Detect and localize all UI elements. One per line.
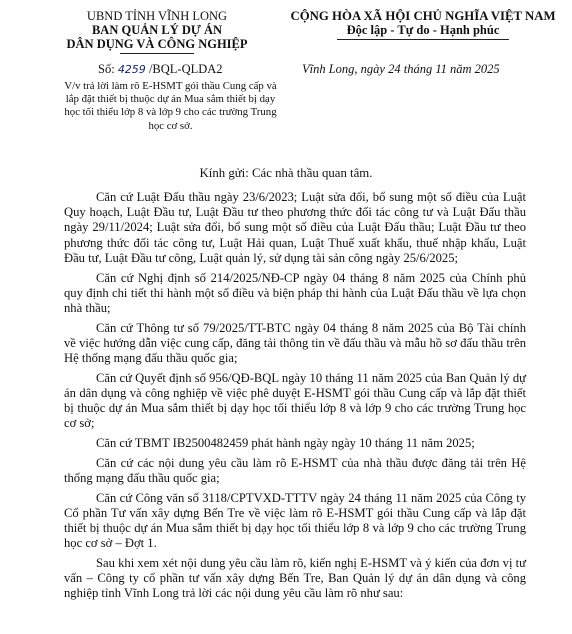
agency-name-line1: BAN QUẢN LÝ DỰ ÁN	[91, 23, 223, 37]
body-paragraph: Căn cứ các nội dung yêu cầu làm rõ E-HSMT của nhà thầu được đăng tải trên Hệ thống mạng đấu thầu quốc gia;	[64, 455, 526, 485]
national-header	[278, 9, 568, 40]
body-paragraph: Căn cứ Công văn số 3118/CPTVXD-TTTV ngày 24 tháng 11 năm 2025 của Công ty Cổ phần Tư vấn xây dựng Bến Tre về việc làm rõ E-HSMT gói thầu Cung cấp và lắp đặt thiết bị thuộc dự án Mua sắm thiết bị dạy học tối thiểu lớp 8 và lớp 9 cho các trường Trung học cơ sở – Đợt 1.	[64, 490, 526, 551]
agency-name-line2: DÂN DỤNG VÀ CÔNG NGHIỆP	[66, 37, 248, 51]
document-number	[98, 62, 223, 77]
agency-underline	[120, 53, 194, 54]
issuing-agency-header	[42, 9, 272, 54]
letter-body	[64, 190, 526, 606]
body-paragraph: Căn cứ Luật Đấu thầu ngày 23/6/2023; Luật sửa đổi, bổ sung một số điều của Luật Quy hoạch, Luật Đầu tư, Luật Đầu tư theo phương thức đối tác công tư và Luật Đấu thầu ngày 29/11/2024; Luật sửa đổi, bổ sung một số điều của Luật Đấu thầu; Luật Đầu tư theo phương thức đối tác công tư, Luật Hải quan, Luật Thuế xuất khẩu, thuế nhập khẩu, Luật Đầu tư, Luật Đầu tư công, Luật quản lý, sử dụng tài sản công ngày 25/6/2025;	[64, 190, 526, 265]
doc-number-suffix: /BQL-QLDA2	[145, 62, 223, 76]
body-paragraph: Căn cứ TBMT IB2500482459 phát hành ngày ngày 10 tháng 11 năm 2025;	[96, 436, 475, 451]
agency-parent: UBND TỈNH VĨNH LONG	[86, 9, 228, 23]
national-motto: Độc lập - Tự do - Hạnh phúc	[346, 23, 500, 37]
doc-number-handwritten: 4259	[117, 63, 146, 76]
body-paragraph: Căn cứ Quyết định số 956/QĐ-BQL ngày 10 tháng 11 năm 2025 của Ban Quản lý dự án dân dụng và công nghiệp về việc phê duyệt E-HSMT gói thầu Cung cấp và lắp đặt thiết bị thuộc dự án Mua sắm thiết bị dạy học tối thiểu lớp 8 và lớp 9 cho các trường Trung học cơ sở;	[64, 370, 526, 431]
subject-line: V/v trả lời làm rõ E-HSMT gói thầu Cung cấp và lắp đặt thiết bị thuộc dự án Mua sắm thiết bị dạy học tối thiểu lớp 8 và lớp 9 cho các trường Trung học cơ sở.	[64, 80, 277, 132]
salutation: Kính gửi: Các nhà thầu quan tâm.	[199, 166, 373, 180]
body-paragraph: Căn cứ Thông tư số 79/2025/TT-BTC ngày 04 tháng 8 năm 2025 của Bộ Tài chính về việc hướng dẫn việc cung cấp, đăng tải thông tin về đấu thầu và mẫu hồ sơ đấu thầu trên Hệ thống mạng đấu thầu quốc gia;	[64, 320, 526, 366]
motto-underline	[337, 39, 509, 40]
body-paragraph: Sau khi xem xét nội dung yêu cầu làm rõ, kiến nghị E-HSMT và ý kiến của đơn vị tư vấn – Công ty cổ phần tư vấn xây dựng Bến Tre, Ban Quản lý dự án dân dụng và công nghiệp tỉnh Vĩnh Long trả lời các nội dung yêu cầu làm rõ như sau:	[64, 555, 526, 601]
body-paragraph: Căn cứ Nghị định số 214/2025/NĐ-CP ngày 04 tháng 8 năm 2025 của Chính phủ quy định chi tiết thi hành một số điều và biện pháp thi hành của Luật Đấu thầu về lựa chọn nhà thầu;	[64, 270, 526, 315]
place-date-line: Vĩnh Long, ngày 24 tháng 11 năm 2025	[302, 62, 500, 76]
doc-number-prefix: Số:	[98, 62, 118, 76]
national-title: CỘNG HÒA XÃ HỘI CHỦ NGHĨA VIỆT NAM	[290, 9, 556, 23]
